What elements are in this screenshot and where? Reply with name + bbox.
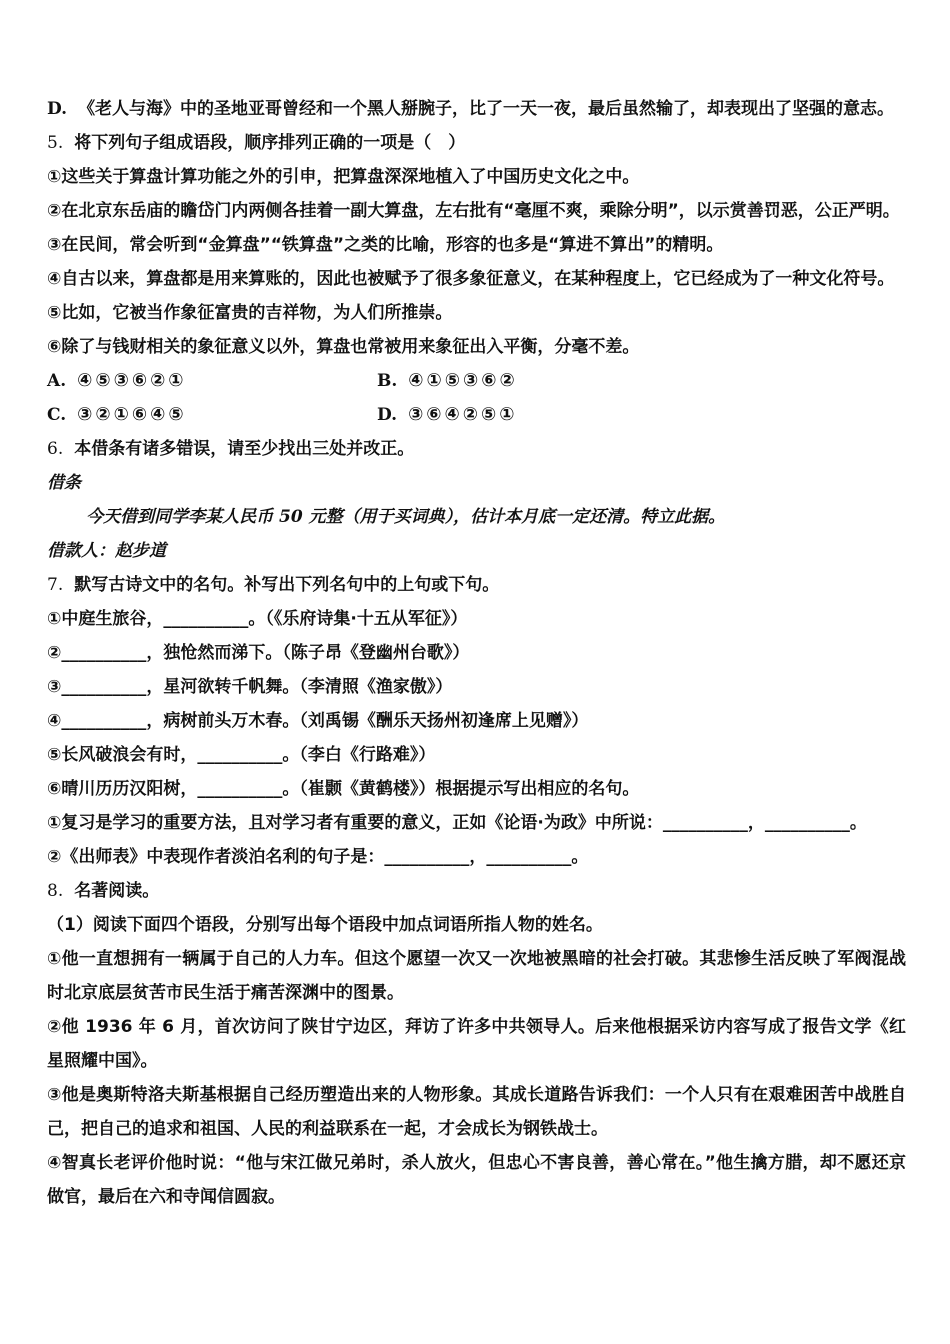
q5-sentence-4: ④自古以来，算盘都是用来算账的，因此也被赋予了很多象征意义，在某种程度上，它已经成为了一种文化符号。: [47, 269, 895, 289]
q6-note-body: 今天借到同学李某人民币 50 元整（用于买词典），估计本月底一定还清。特立此据。: [86, 507, 726, 527]
q5-choice-b: [377, 364, 707, 398]
q7-line-4: ④__________，病树前头万木春。（刘禹锡《酬乐天扬州初逢席上见赠》）: [47, 711, 589, 731]
q5-sentence-5: ⑤比如，它被当作象征富贵的吉祥物，为人们所推崇。: [47, 303, 453, 323]
q6-number: 6.: [47, 439, 64, 459]
q8-stem-text: 名著阅读。: [74, 881, 160, 901]
q5-sentence-6: ⑥除了与钱财相关的象征意义以外，算盘也常被用来象征出入平衡，分毫不差。: [47, 337, 640, 357]
q6-stem-text: 本借条有诸多错误，请至少找出三处并改正。: [74, 439, 415, 459]
q8-number: 8.: [47, 881, 64, 901]
q8-passage-4: ④智真长老评价他时说：“他与宋江做兄弟时，杀人放火，但忠心不害良善，善心常在。”他生擒方腊，却不愿还京做官，最后在六和寺闻信圆寂。: [47, 1153, 906, 1207]
q7-line-5: ⑤长风破浪会有时，__________。（李白《行路难》）: [47, 745, 436, 765]
prev-item-option-d: [47, 92, 906, 126]
q5-choice-a: [47, 364, 377, 398]
choice-b-label: B.: [377, 371, 398, 391]
choice-b-value: ④①⑤③⑥②: [408, 370, 518, 391]
q7-prompt-2: ②《出师表》中表现作者淡泊名利的句子是：__________，__________。: [47, 847, 589, 867]
option-letter: D.: [47, 99, 68, 119]
q8-stem: [47, 874, 906, 908]
q7-prompt-1: ①复习是学习的重要方法，且对学习者有重要的意义，正如《论语·为政》中所说：__________，__________。: [47, 813, 867, 833]
q5-number: 5.: [47, 133, 64, 153]
q7-line-1: ①中庭生旅谷，__________。（《乐府诗集·十五从军征》）: [47, 609, 468, 629]
q8-sub-instruction: （1）阅读下面四个语段，分别写出每个语段中加点词语所指人物的姓名。: [47, 915, 603, 935]
q7-number: 7.: [47, 575, 64, 595]
q5-stem: [47, 126, 906, 160]
q6-note-title: 借条: [47, 473, 81, 493]
choice-c-value: ③②①⑥④⑤: [77, 404, 187, 425]
q5-stem-text: 将下列句子组成语段，顺序排列正确的一项是（ ）: [74, 133, 466, 153]
choice-d-value: ③⑥④②⑤①: [408, 404, 518, 425]
q5-choices-row-2: [47, 398, 906, 432]
q7-line-6: ⑥晴川历历汉阳树，__________。（崔颢《黄鹤楼》）根据提示写出相应的名句。: [47, 779, 640, 799]
choice-d-label: D.: [377, 405, 398, 425]
q5-sentence-3: ③在民间，常会听到“金算盘”“铁算盘”之类的比喻，形容的也多是“算进不算出”的精明。: [47, 235, 724, 255]
q8-passage-3: ③他是奥斯特洛夫斯基根据自己经历塑造出来的人物形象。其成长道路告诉我们：一个人只有在艰难困苦中战胜自己，把自己的追求和祖国、人民的利益联系在一起，才会成长为钢铁战士。: [47, 1085, 906, 1139]
q5-sentence-2: ②在北京东岳庙的瞻岱门内两侧各挂着一副大算盘，左右批有“毫厘不爽，乘除分明”，以示赏善罚恶，公正严明。: [47, 201, 900, 221]
choice-c-label: C.: [47, 405, 67, 425]
choice-a-value: ④⑤③⑥②①: [77, 370, 187, 391]
q6-stem: [47, 432, 906, 466]
q5-sentence-1: ①这些关于算盘计算功能之外的引申，把算盘深深地植入了中国历史文化之中。: [47, 167, 640, 187]
option-text: 《老人与海》中的圣地亚哥曾经和一个黑人掰腕子，比了一天一夜，最后虽然输了，却表现出了坚强的意志。: [78, 99, 895, 119]
q7-stem-text: 默写古诗文中的名句。补写出下列名句中的上句或下句。: [74, 575, 500, 595]
q5-choice-d: [377, 398, 707, 432]
q7-line-3: ③__________，星河欲转千帆舞。（李清照《渔家傲》）: [47, 677, 453, 697]
choice-a-label: A.: [47, 371, 67, 391]
q6-note-signature: 借款人：赵步道: [47, 541, 166, 561]
q7-line-2: ②__________，独怆然而涕下。（陈子昂《登幽州台歌》）: [47, 643, 470, 663]
q5-choices-row-1: [47, 364, 906, 398]
q5-choice-c: [47, 398, 377, 432]
q8-passage-2: ②他 1936 年 6 月，首次访问了陕甘宁边区，拜访了许多中共领导人。后来他根据采访内容写成了报告文学《红星照耀中国》。: [47, 1017, 906, 1071]
q7-stem: [47, 568, 906, 602]
q8-passage-1: ①他一直想拥有一辆属于自己的人力车。但这个愿望一次又一次地被黑暗的社会打破。其悲惨生活反映了军阀混战时北京底层贫苦市民生活于痛苦深渊中的图景。: [47, 949, 906, 1003]
